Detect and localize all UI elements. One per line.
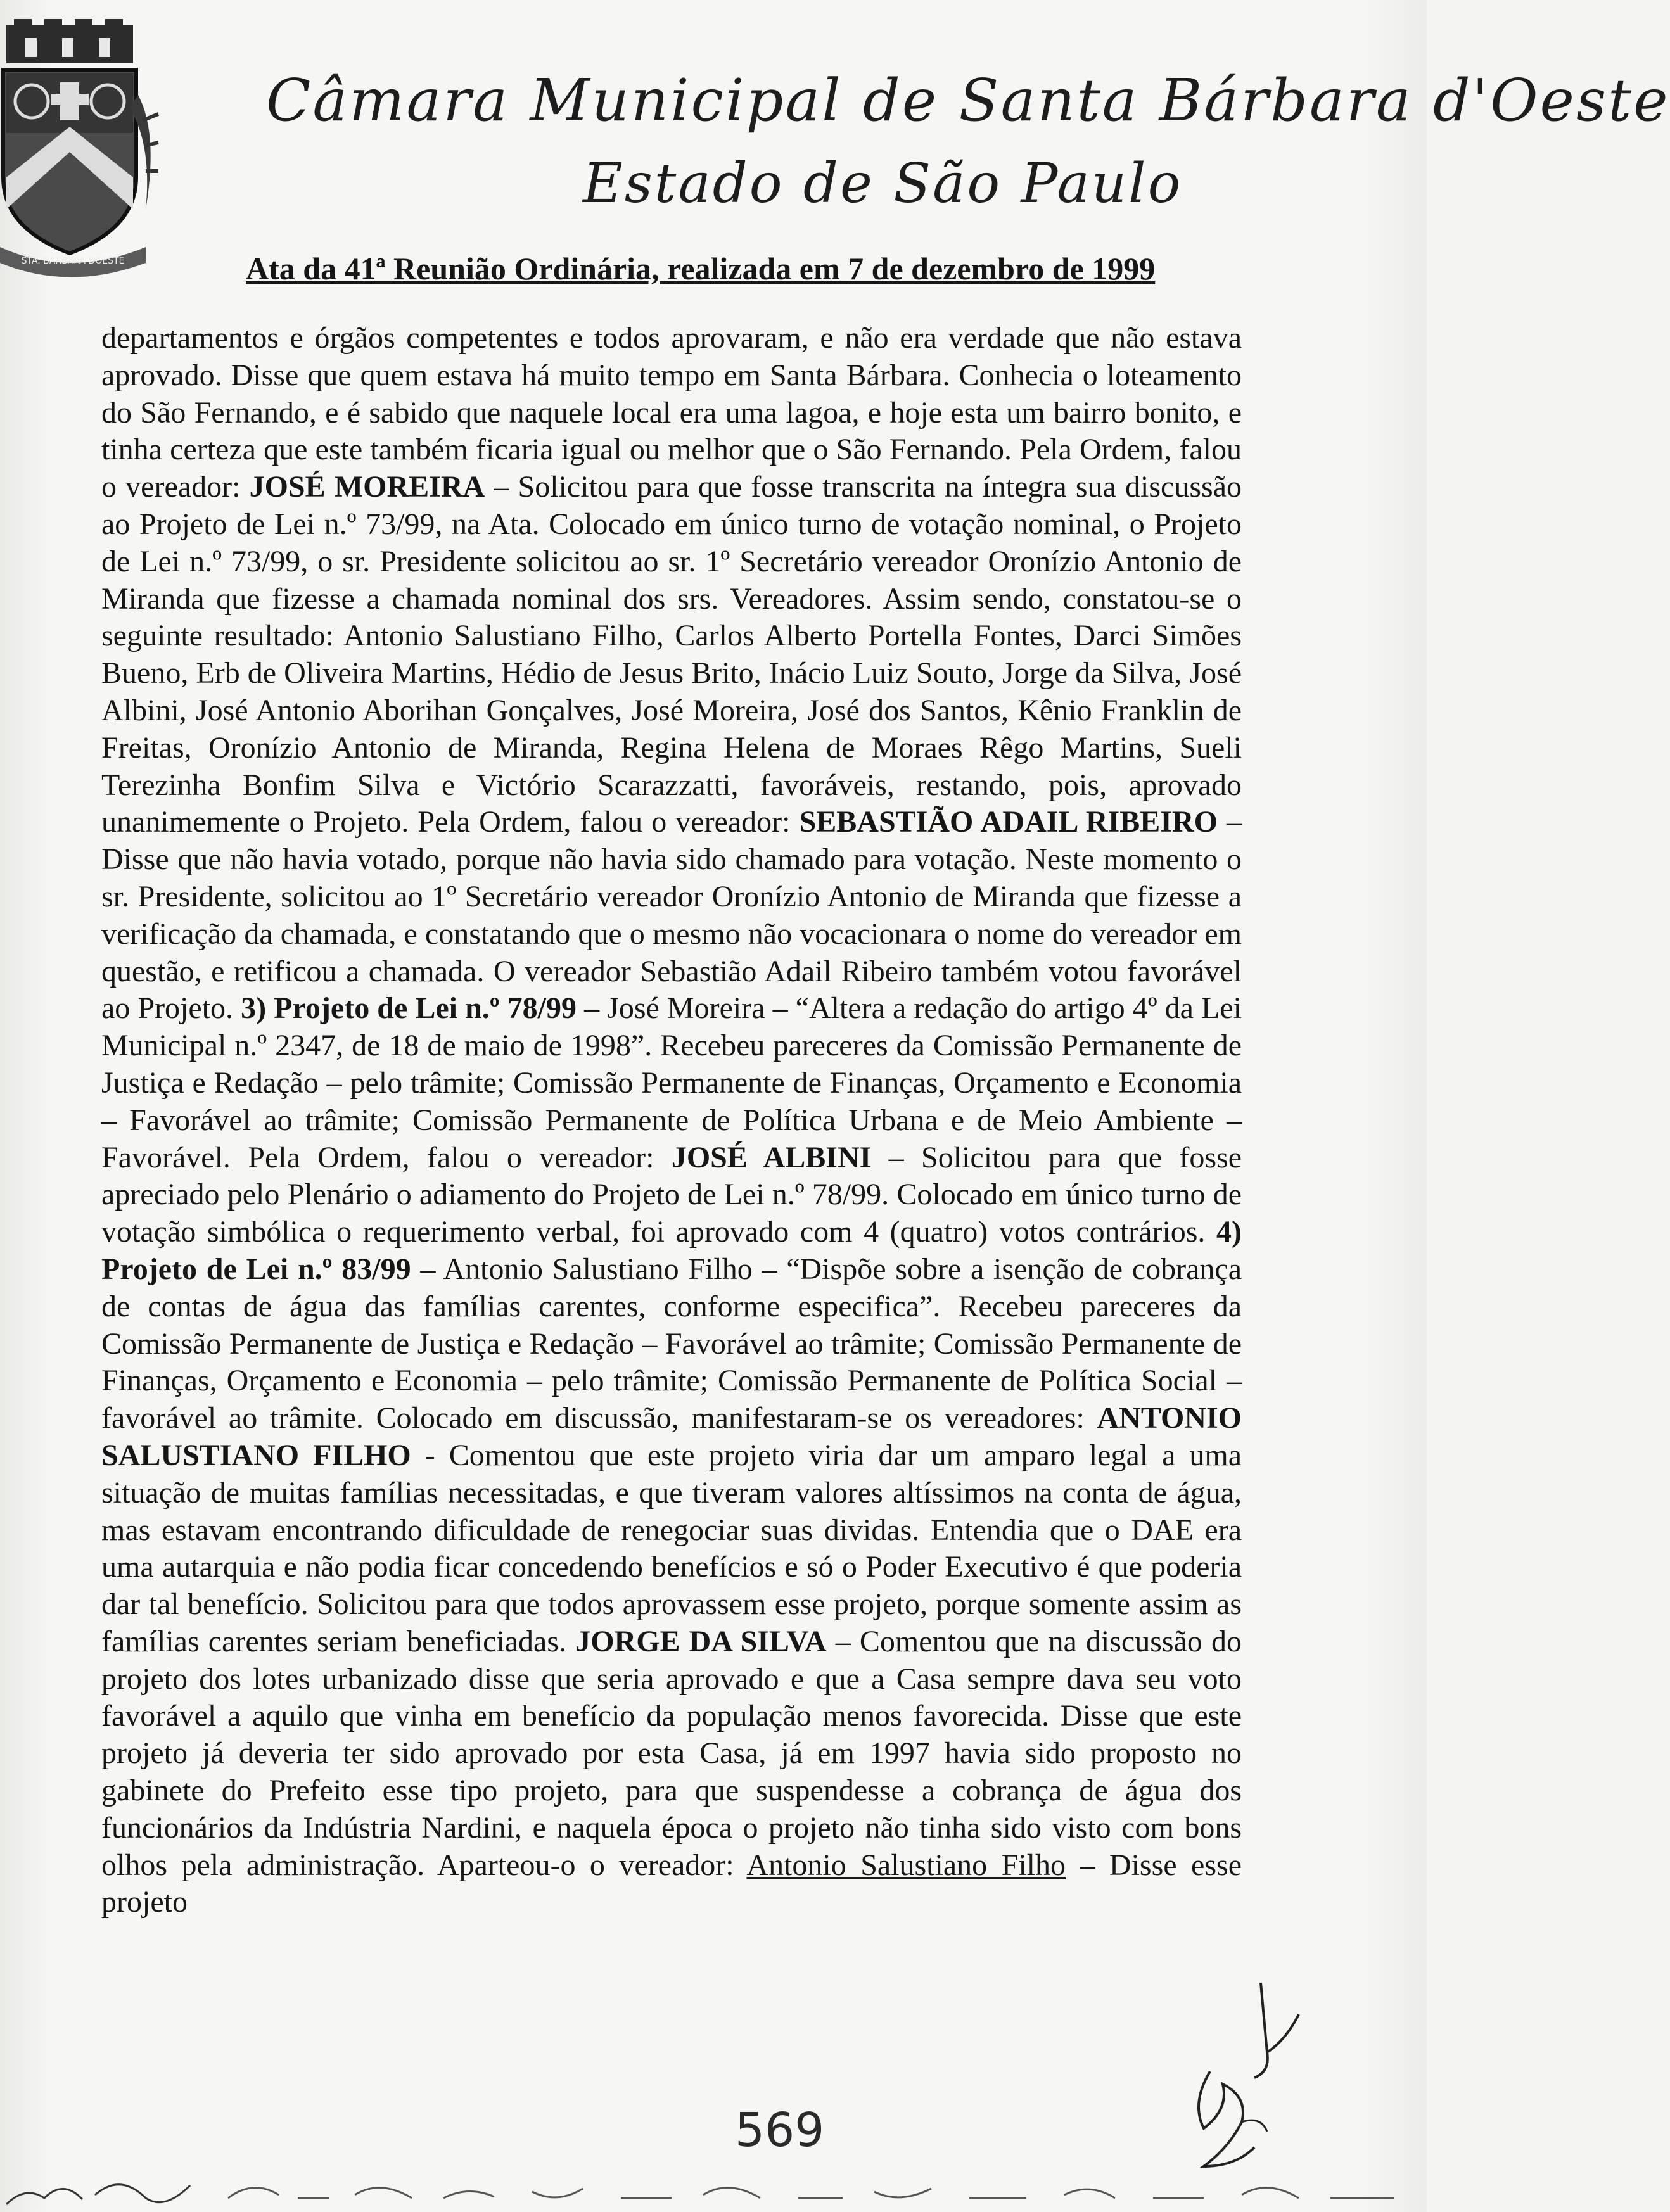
- state-heading: Estado de São Paulo: [583, 152, 1183, 215]
- minutes-text-segment: – Comentou que na discussão do projeto dos lotes urbanizado disse que seria aprovado e que a Casa sempre dava seu voto favorável a aquilo que vinha em benefício da população menos favorecida. Disse que este projeto já deveria ter sido aprovado por esta Casa, já em 1997 havia sido proposto no gabinete do Prefeito esse tipo projeto, para que suspendesse a cobrança de água dos funcionários da Indústria Nardini, e naquela época o projeto não tinha sido visto com bons olhos pela administração. Aparteou-o o vereador:: [101, 1624, 1242, 1882]
- speaker-or-bill-name: JOSÉ ALBINI: [671, 1140, 872, 1174]
- minutes-text-segment: – Solicitou para que fosse transcrita na íntegra sua discussão ao Projeto de Lei n.º 73/99, na Ata. Colocado em único turno de votação nominal, o Projeto de Lei n.º 73/99, o sr. Presidente solicitou ao sr. 1º Secretário vereador Oronízio Antonio de Miranda que fizesse a chamada nominal dos srs. Vereadores. Assim sendo, constatou-se o seguinte resultado: Antonio Salustiano Filho, Carlos Alberto Portella Fontes, Darci Simões Bueno, Erb de Oliveira Martins, Hédio de Jesus Brito, Inácio Luiz Souto, Jorge da Silva, José Albini, José Antonio Aborihan Gonçalves, José Moreira, José dos Santos, Kênio Franklin de Freitas, Oronízio Antonio de Miranda, Regina Helena de Moraes Rêgo Martins, Sueli Terezinha Bonfim Silva e Victório Scarazzatti, favoráveis, restando, pois, aprovado unanimemente o Projeto. Pela Ordem, falou o vereador:: [101, 470, 1242, 839]
- minutes-text-segment: - Comentou que este projeto viria dar um amparo legal a uma situação de muitas famílias necessitadas, e que tiveram valores altíssimos na conta de água, mas estavam encontrando dificuldade de renegociar suas dividas. Entendia que o DAE era uma autarquia e não podia ficar concedendo benefícios e só o Poder Executivo é que poderia dar tal benefício. Solicitou para que todos aprovassem esse projeto, porque somente assim as famílias carentes seriam beneficiadas.: [101, 1438, 1242, 1658]
- speaker-or-bill-name: 4) Projeto de Lei n.º 83/99: [101, 1215, 1242, 1286]
- minutes-text-segment: – José Moreira – “Altera a redação do artigo 4º da Lei Municipal n.º 2347, de 18 de maio de 1998”. Recebeu pareceres da Comissão Permanente de Justiça e Redação – pelo trâmite; Comissão Permanente de Finanças, Orçamento e Economia – Favorável ao trâmite; Comissão Permanente de Política Urbana e de Meio Ambiente – Favorável. Pela Ordem, falou o vereador:: [101, 991, 1242, 1174]
- speaker-or-bill-name: ANTONIO SALUSTIANO FILHO: [101, 1401, 1242, 1472]
- minutes-text-segment: – Disse que não havia votado, porque não havia sido chamado para votação. Neste momento o sr. Presidente, solicitou ao 1º Secretário vereador Oronízio Antonio de Miranda que fizesse a verificação da chamada, e constatando que o mesmo não vocacionara o nome do vereador em questão, e retificou a chamada. O vereador Sebastião Adail Ribeiro também votou favorável ao Projeto.: [101, 805, 1242, 1026]
- chamber-name-heading: Câmara Municipal de Santa Bárbara d'Oeste: [266, 67, 1670, 134]
- minutes-text-segment: – Antonio Salustiano Filho – “Dispõe sobre a isenção de cobrança de contas de água das famílias carentes, conforme especifica”. Recebeu pareceres da Comissão Permanente de Justiça e Redação – Favorável ao trâmite; Comissão Permanente de Finanças, Orçamento e Economia – pelo trâmite; Comissão Permanente de Política Social – favorável ao trâmite. Colocado em discussão, manifestaram-se os vereadores:: [101, 1252, 1242, 1435]
- aparte-speaker-name: Antonio Salustiano Filho: [746, 1848, 1066, 1882]
- footer-address-line: [0, 2160, 1427, 2212]
- municipal-crest-icon: [0, 19, 158, 272]
- handwritten-signature: [1166, 1976, 1330, 2192]
- minutes-text-segment: – Solicitou para que fosse apreciado pelo Plenário o adiamento do Projeto de Lei n.º 78/99. Colocado em único turno de votação simbólica o requerimento verbal, foi aprovado com 4 (quatro) votos contrários.: [101, 1140, 1242, 1249]
- minutes-title: Ata da 41ª Reunião Ordinária, realizada em 7 de dezembro de 1999: [246, 251, 1156, 286]
- speaker-or-bill-name: 3) Projeto de Lei n.º 78/99: [241, 991, 577, 1026]
- minutes-text-segment: – Disse esse projeto: [101, 1848, 1242, 1919]
- speaker-or-bill-name: JOSÉ MOREIRA: [249, 470, 485, 504]
- speaker-or-bill-name: SEBASTIÃO ADAIL RIBEIRO: [799, 805, 1218, 839]
- minutes-text-segment: departamentos e órgãos competentes e todos aprovaram, e não era verdade que não estava aprovado. Disse que quem estava há muito tempo em Santa Bárbara. Conhecia o loteamento do São Fernando, e é sabido que naquele local era uma lagoa, e hoje esta um bairro bonito, e tinha certeza que este também ficaria igual ou melhor que o São Fernando. Pela Ordem, falou o vereador:: [101, 321, 1242, 504]
- crest-ribbon-text: STA. BARBARA DOESTE: [21, 256, 125, 266]
- minutes-paragraph: [101, 320, 1242, 1921]
- minutes-body: [101, 320, 1242, 1921]
- speaker-or-bill-name: JORGE DA SILVA: [575, 1624, 827, 1658]
- page-number: 569: [735, 2103, 825, 2158]
